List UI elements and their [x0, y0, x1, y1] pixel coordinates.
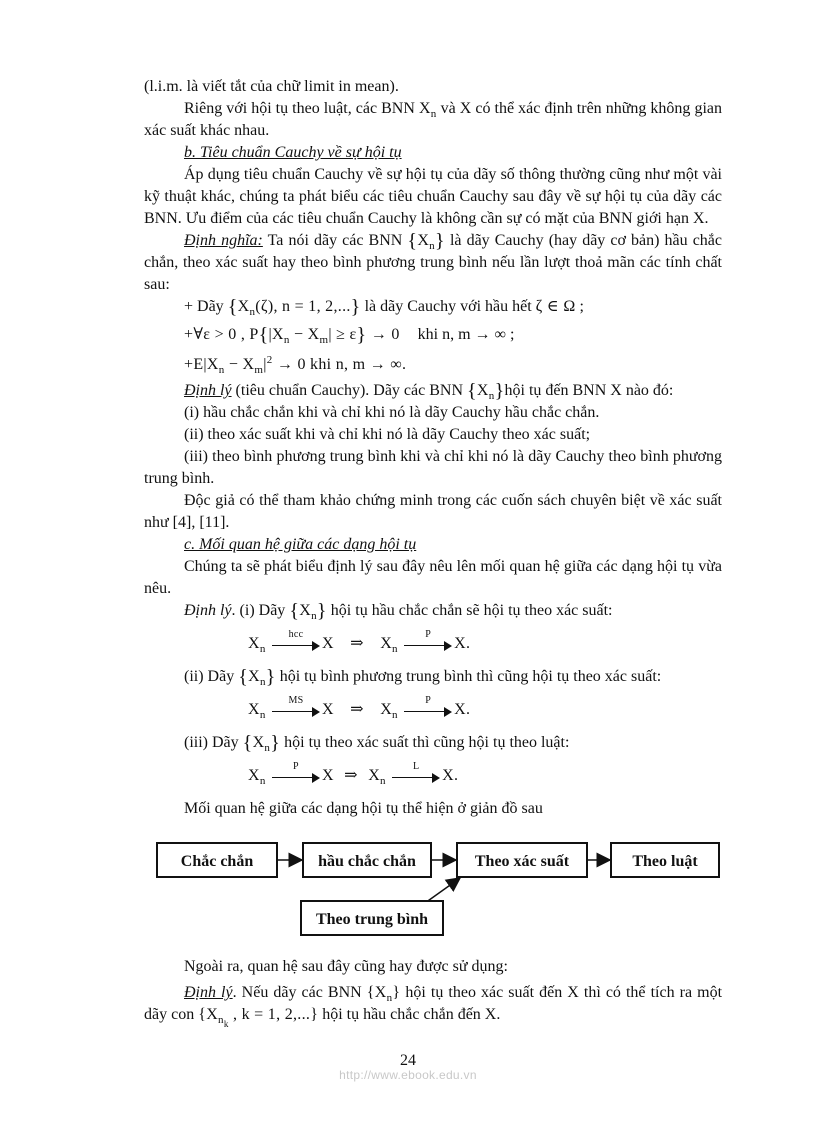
section-heading-b: b. Tiêu chuẩn Cauchy về sự hội tụ: [184, 144, 402, 161]
box-theo-trung-binh: Theo trung bình: [300, 900, 444, 936]
math-zeta: ζ ∈ Ω: [535, 298, 576, 315]
arrow-p: P: [404, 632, 452, 656]
text: và X có thể xác định trên những không gian xác suất khác nhau.: [144, 100, 723, 139]
convergence-diagram: [144, 826, 722, 944]
arrow-l: L: [392, 764, 440, 788]
paragraph-lim-note: (l.i.m. là viết tắt của chữ limit in mean).: [144, 78, 399, 95]
condition-1: + Dãy {$X_n(\zeta)$, n = 1, 2,...} là dãy Cauchy với hầu hết ζ ∈ Ω ;: [184, 296, 584, 318]
paragraph-item-ii: (ii) Dãy $\{X_n\}$ hội tụ bình phương trung bình thì cũng hội tụ theo xác suất:: [184, 666, 662, 688]
watermark-url: http://www.ebook.edu.vn: [339, 1068, 477, 1082]
theorem-item-ii: (ii) theo xác suất khi và chỉ khi nó là dãy Cauchy theo xác suất;: [184, 426, 591, 443]
paragraph-law-convergence: [144, 98, 722, 142]
box-chac-chan: Chắc chắn: [156, 842, 278, 878]
arrow-ms: MS: [272, 698, 320, 722]
page-content: [144, 76, 723, 1029]
definition-label: Định nghĩa:: [184, 232, 263, 249]
formula-hcc-implies-p: $X_n$ hcc X ⇒ $X_n$ P X.: [248, 629, 471, 655]
section-heading-c: c. Mối quan hệ giữa các dạng hội tụ: [184, 536, 417, 553]
paragraph-item-iii: (iii) Dãy $\{X_n\}$ hội tụ theo xác suất thì cũng hội tụ theo luật:: [184, 732, 570, 754]
math-condition-1: {$X_n(\zeta)$, n = 1, 2,...}: [227, 296, 361, 318]
paragraph-definition: Định nghĩa: Ta nói dãy các BNN $\{X_n\}$ là dãy Cauchy (hay dãy cơ bản) hầu chắc chắn, theo xác suất hay theo bình phương trung bình nếu lần lượt thoả mãn các tính chất sau:: [144, 230, 723, 293]
paragraph-also-used: Ngoài ra, quan hệ sau đây cũng hay được sử dụng:: [184, 958, 508, 975]
box-theo-xac-suat: Theo xác suất: [456, 842, 588, 878]
condition-3: $+E|X_n - X_m|^2 \to 0$ khi n, m → ∞.: [184, 354, 407, 376]
formula-p-implies-l: $X_n$ P X ⇒ $X_n$ L X.: [248, 761, 459, 787]
math-xn: $X_n$: [418, 100, 437, 120]
paragraph-theorem-cauchy: Định lý (tiêu chuẩn Cauchy). Dãy các BNN $\{X_n\}hội$ tụ đến BNN X nào đó:: [184, 380, 674, 402]
paragraph-theorem-relations: Định lý. (i) Dãy $\{X_n\}$ hội tụ hầu chắc chắn sẽ hội tụ theo xác suất:: [184, 600, 613, 622]
theorem-label: Định lý: [184, 602, 232, 619]
theorem-label: Định lý: [184, 382, 232, 399]
math-set-xn: $\{X_n\}$: [407, 230, 445, 252]
arrow-p: P: [272, 764, 320, 788]
formula-ms-implies-p: $X_n$ MS X ⇒ $X_n$ P X.: [248, 695, 471, 721]
theorem-label: Định lý: [184, 984, 233, 1001]
paragraph-relation-intro: Chúng ta sẽ phát biểu định lý sau đây nêu lên mối quan hệ giữa các dạng hội tụ vừa nêu.: [144, 558, 722, 597]
paragraph-theorem-subsequence: Định lý. Nếu dãy các BNN $\{X_n\}$ hội tụ theo xác suất đến X thì có thể tích ra một dãy con {$X_{n_k}$ , k = 1, 2,...} hội tụ hầu chắc chắn đến X.: [144, 984, 723, 1029]
theorem-item-iii: (iii) theo bình phương trung bình khi và chỉ khi nó là dãy Cauchy theo bình phương trung bình.: [144, 448, 722, 487]
theorem-item-i: (i) hầu chắc chắn khi và chỉ khi nó là dãy Cauchy hầu chắc chắn.: [184, 404, 600, 421]
paragraph-cauchy-intro: Áp dụng tiêu chuẩn Cauchy về sự hội tụ của dãy số thông thường cũng như một vài kỹ thuật khác, chúng ta phát biểu các tiêu chuẩn Cauchy sau đây về sự hội tụ của dãy các BNN. Ưu điểm của các tiêu chuẩn Cauchy là không cần sự có mặt của BNN giới hạn X.: [144, 166, 722, 227]
text: Riêng với hội tụ theo luật, các BNN: [184, 100, 419, 117]
arrow-p: P: [404, 698, 452, 722]
paragraph-diagram-intro: Mối quan hệ giữa các dạng hội tụ thể hiện ở giản đồ sau: [184, 800, 543, 817]
arrow-hcc: hcc: [272, 632, 320, 656]
box-hau-chac-chan: hầu chắc chắn: [302, 842, 432, 878]
condition-2: +∀ε > 0 , $P\{|X_n - X_m| \ge \varepsilon\} \to 0$ khi n, m → ∞ ;: [184, 324, 515, 346]
paragraph-reference: Độc giả có thể tham khảo chứng minh trong các cuốn sách chuyên biệt về xác suất như [4], [11].: [144, 492, 722, 531]
page-number: 24: [400, 1052, 416, 1069]
box-theo-luat: Theo luật: [610, 842, 720, 878]
